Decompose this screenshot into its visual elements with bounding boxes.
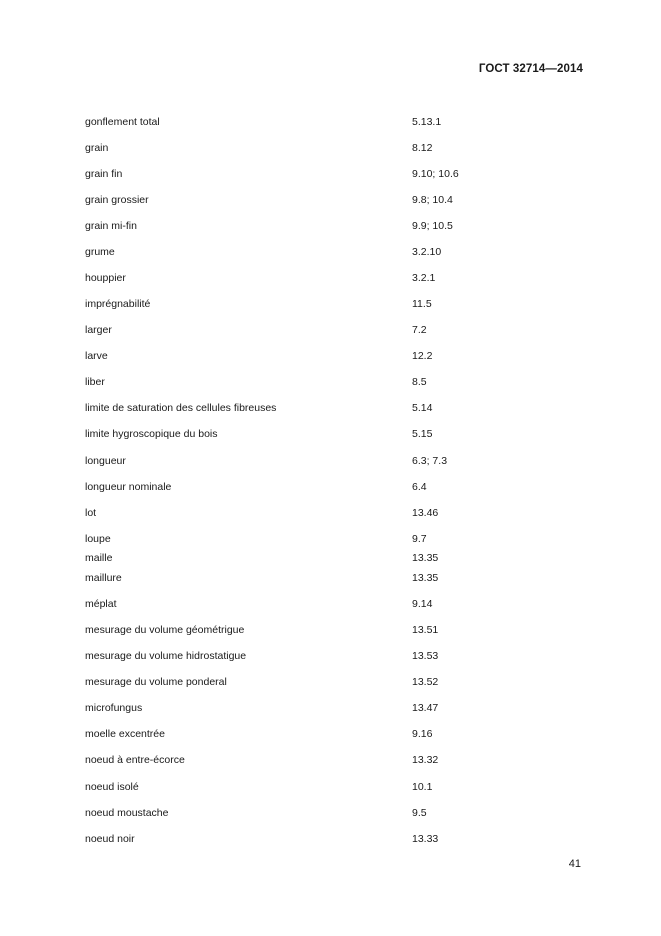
- index-reference: 5.14: [412, 402, 433, 414]
- document-header: ГОСТ 32714—2014: [478, 63, 583, 75]
- index-reference: 5.15: [412, 428, 433, 440]
- index-entry: [0, 453, 661, 469]
- index-reference: 3.2.10: [412, 246, 442, 258]
- index-reference: 3.2.1: [412, 272, 436, 284]
- index-term: imprégnabilité: [85, 298, 151, 310]
- index-reference: 8.5: [412, 376, 427, 388]
- index-reference: 8.12: [412, 142, 433, 154]
- index-entry: [0, 805, 661, 821]
- index-term: mesurage du volume géométrigue: [85, 624, 245, 636]
- index-reference: 9.9; 10.5: [412, 220, 453, 232]
- index-term: grain mi-fin: [85, 220, 137, 232]
- index-entry: [0, 374, 661, 390]
- index-term: grain grossier: [85, 194, 149, 206]
- index-term: gonflement total: [85, 116, 160, 128]
- index-term: mesurage du volume hidrostatigue: [85, 650, 247, 662]
- index-term: lot: [85, 507, 97, 519]
- index-entry: [0, 296, 661, 312]
- index-term: grume: [85, 246, 115, 258]
- index-reference: 13.52: [412, 676, 439, 688]
- index-term: larve: [85, 350, 108, 362]
- index-reference: 9.10; 10.6: [412, 168, 459, 180]
- index-term: moelle excentrée: [85, 728, 165, 740]
- index-reference: 13.47: [412, 702, 439, 714]
- index-entry: [0, 505, 661, 521]
- index-term: limite de saturation des cellules fibreuses: [85, 402, 277, 414]
- index-term: noeud moustache: [85, 807, 169, 819]
- index-reference: 7.2: [412, 324, 427, 336]
- index-entry: [0, 674, 661, 690]
- index-term: maillure: [85, 572, 122, 584]
- index-term: longueur nominale: [85, 481, 172, 493]
- index-entry: [0, 192, 661, 208]
- index-entry: [0, 166, 661, 182]
- index-reference: 13.35: [412, 572, 439, 584]
- index-reference: 12.2: [412, 350, 433, 362]
- index-reference: 9.7: [412, 533, 427, 545]
- index-entry: [0, 570, 661, 586]
- index-reference: 9.16: [412, 728, 433, 740]
- index-term: larger: [85, 324, 112, 336]
- index-entry: [0, 114, 661, 130]
- index-reference: 10.1: [412, 781, 433, 793]
- index-entry: [0, 270, 661, 286]
- index-reference: 5.13.1: [412, 116, 442, 128]
- index-entry: [0, 400, 661, 416]
- index-entry: [0, 244, 661, 260]
- index-term: noeud noir: [85, 833, 135, 845]
- index-reference: 9.14: [412, 598, 433, 610]
- index-term: maille: [85, 552, 113, 564]
- index-reference: 13.53: [412, 650, 439, 662]
- index-entry: [0, 596, 661, 612]
- index-term: méplat: [85, 598, 117, 610]
- index-entry: [0, 752, 661, 768]
- index-reference: 13.35: [412, 552, 439, 564]
- index-term: houppier: [85, 272, 126, 284]
- index-entry: [0, 218, 661, 234]
- index-term: liber: [85, 376, 105, 388]
- index-reference: 9.8; 10.4: [412, 194, 453, 206]
- index-term: noeud à entre-écorce: [85, 754, 185, 766]
- index-entry: [0, 140, 661, 156]
- index-entry: [0, 700, 661, 716]
- page-number: 41: [568, 858, 581, 870]
- index-term: longueur: [85, 455, 126, 467]
- index-reference: 13.46: [412, 507, 439, 519]
- index-reference: 13.51: [412, 624, 439, 636]
- index-term: limite hygroscopique du bois: [85, 428, 218, 440]
- index-term: grain fin: [85, 168, 123, 180]
- index-entry: [0, 479, 661, 495]
- index-term: mesurage du volume ponderal: [85, 676, 227, 688]
- index-entry: [0, 426, 661, 442]
- index-entry: [0, 648, 661, 664]
- index-term: grain: [85, 142, 109, 154]
- index-term: noeud isolé: [85, 781, 139, 793]
- index-entry: [0, 779, 661, 795]
- index-reference: 11.5: [412, 298, 432, 310]
- index-entry: [0, 726, 661, 742]
- index-term: loupe: [85, 533, 111, 545]
- index-entry: [0, 348, 661, 364]
- index-entry: [0, 831, 661, 847]
- index-reference: 13.33: [412, 833, 439, 845]
- index-reference: 6.4: [412, 481, 427, 493]
- index-entry: [0, 531, 661, 547]
- index-reference: 13.32: [412, 754, 439, 766]
- index-reference: 9.5: [412, 807, 427, 819]
- index-entry: [0, 550, 661, 566]
- index-entry: [0, 622, 661, 638]
- index-entry: [0, 322, 661, 338]
- index-term: microfungus: [85, 702, 143, 714]
- index-reference: 6.3; 7.3: [412, 455, 448, 467]
